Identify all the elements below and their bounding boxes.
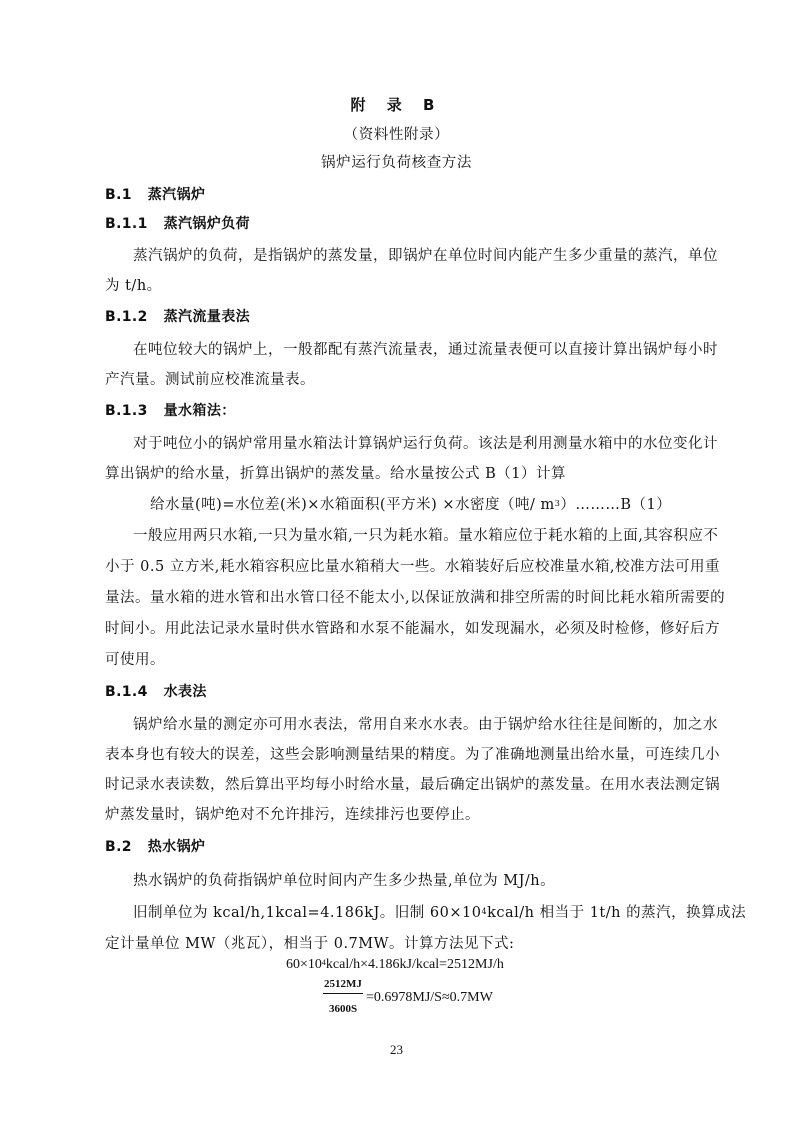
- section-title: 蒸汽流量表法: [163, 309, 251, 325]
- section-number: B.1.2: [105, 309, 148, 325]
- paragraph-line: 定计量单位 MW（兆瓦），相当于 0.7MW。计算方法见下式:: [105, 936, 515, 952]
- section-title: 蒸汽锅炉: [147, 187, 206, 203]
- formula-b1: 给水量(吨)=水位差(米)×水箱面积(平方米) ×水密度（吨/ $m^3)\dots\dots\dots B(1)$: [150, 497, 672, 513]
- paragraph-line: 量法。量水箱的进水管和出水管口径不能太小,以保证放满和排空所需的时间比耗水箱所需要的: [105, 590, 726, 606]
- section-number: B.1.1: [105, 216, 148, 232]
- paragraph-line: 产汽量。测试前应校准流量表。: [105, 372, 315, 388]
- section-b2-heading: [105, 836, 205, 856]
- paragraph-line: 时间小。用此法记录水量时供水管路和水泵不能漏水，如发现漏水，必须及时检修，修好后方: [105, 621, 720, 637]
- paragraph-line: 对于吨位小的锅炉常用量水箱法计算锅炉运行负荷。该法是利用测量水箱中的水位变化计: [133, 436, 718, 452]
- paragraph-line: 时记录水表读数，然后算出平均每小时给水量，最后确定出锅炉的蒸发量。在用水表法测定锅: [105, 777, 720, 793]
- paragraph-line: 在吨位较大的锅炉上，一般都配有蒸汽流量表，通过流量表便可以直接计算出锅炉每小时: [133, 342, 718, 358]
- page-number: 23: [390, 1042, 403, 1057]
- equation-1: $60\times 10^4kcal/h\times 4.186kJ/kcal=2512MJ/h$: [286, 957, 504, 972]
- section-title: 量水箱法：: [163, 403, 236, 419]
- paragraph-line: 热水锅炉的负荷指锅炉单位时间内产生多少热量,单位为 MJ/h。: [133, 873, 556, 889]
- equation-2-rhs: =0.6978MJ/S≈0.7MW: [366, 990, 493, 1005]
- section-number: B.1.4: [105, 684, 148, 700]
- section-title: 热水锅炉: [147, 839, 206, 855]
- paragraph-line: 表本身也有较大的误差，这些会影响测量结果的精度。为了准确地测量出给水量，可连续几小: [105, 747, 720, 763]
- section-b11-heading: [105, 213, 250, 233]
- fraction: [323, 978, 363, 1015]
- appendix-subtitle: 锅炉运行负荷核查方法: [321, 155, 472, 171]
- paragraph-line: 蒸汽锅炉的负荷，是指锅炉的蒸发量，即锅炉在单位时间内能产生多少重量的蒸汽，单位: [133, 248, 718, 264]
- section-number: B.1.3: [105, 403, 148, 419]
- appendix-type: （资料性附录）: [343, 127, 450, 143]
- paragraph-line: 炉蒸发量时，锅炉绝对不允许排污，连续排污也要停止。: [105, 807, 480, 823]
- fraction-denominator: 3600S: [328, 1003, 358, 1015]
- section-b13-heading: [105, 400, 236, 420]
- section-b1-heading: [105, 184, 205, 204]
- section-b14-heading: [105, 681, 207, 701]
- paragraph-line: 算出锅炉的给水量，折算出锅炉的蒸发量。给水量按公式 B（1）计算: [105, 466, 566, 482]
- section-b12-heading: [105, 306, 250, 326]
- paragraph-line: 旧制单位为 kcal/h,1kcal=4.186kJ。旧制 $60\times 10^4kcal/h$ 相当于 1t/h 的蒸汽，换算成法: [133, 905, 747, 921]
- section-title: 水表法: [163, 684, 207, 700]
- section-number: B.2: [105, 839, 132, 855]
- paragraph-line: 为 t/h。: [105, 278, 162, 294]
- section-title: 蒸汽锅炉负荷: [163, 216, 251, 232]
- paragraph-line: 小于 0.5 立方米,耗水箱容积应比量水箱稍大一些。水箱装好后应校准量水箱,校准方法可用重: [105, 559, 720, 575]
- paragraph-line: 锅炉给水量的测定亦可用水表法，常用自来水水表。由于锅炉给水往往是间断的，加之水: [133, 717, 718, 733]
- fraction-numerator: 2512MJ: [323, 978, 363, 994]
- paragraph-line: 可使用。: [105, 652, 165, 668]
- paragraph-line: 一般应用两只水箱,一只为量水箱,一只为耗水箱。量水箱应位于耗水箱的上面,其容积应不: [133, 528, 719, 544]
- appendix-title: 附 录 B: [350, 96, 443, 114]
- section-number: B.1: [105, 187, 132, 203]
